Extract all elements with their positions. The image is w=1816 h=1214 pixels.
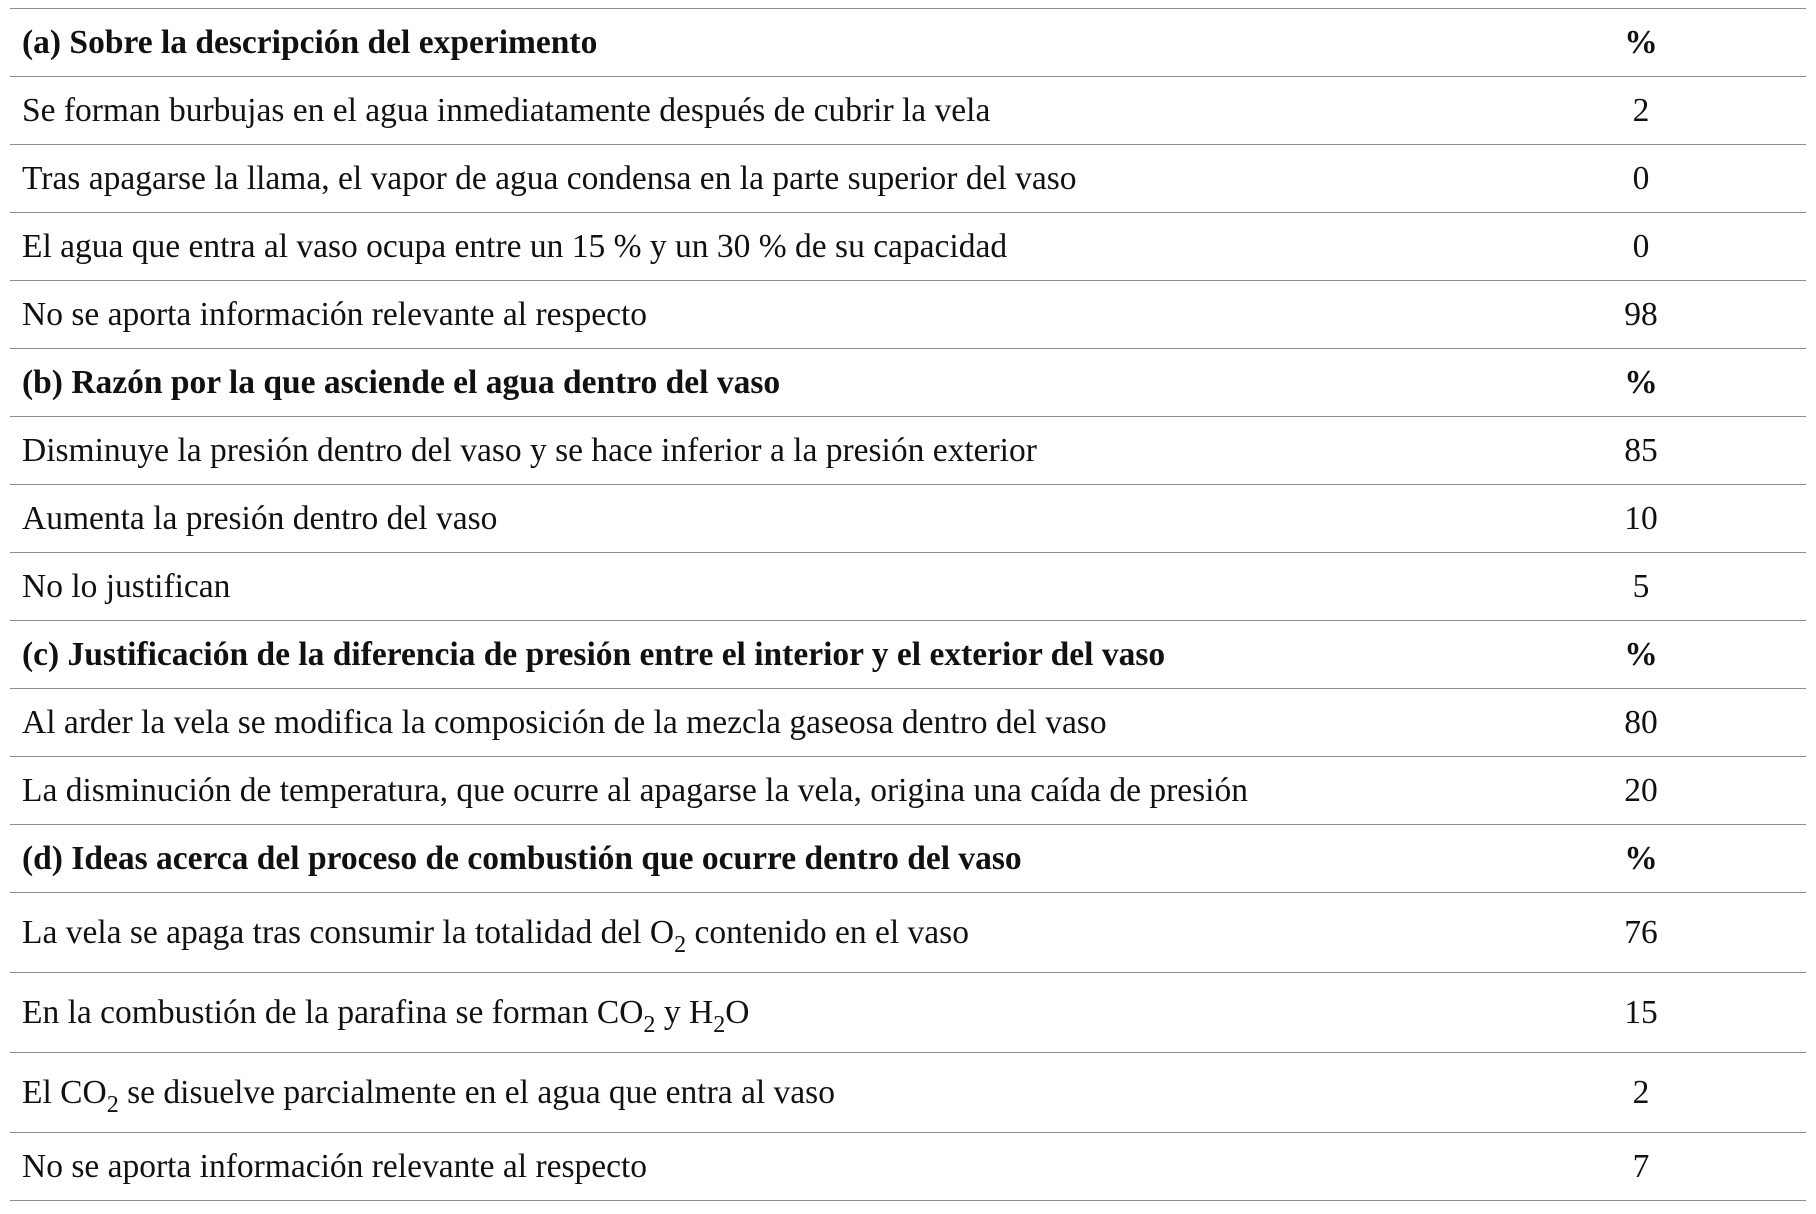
table-row [10, 485, 1806, 553]
results-table-body [10, 9, 1806, 1201]
description-text: En la combustión de la parafina se forman CO [22, 993, 644, 1031]
table-row [10, 281, 1806, 349]
description-text: se disuelve parcialmente en el agua que entra al vaso [118, 1073, 835, 1111]
percent-value: 5 [1596, 553, 1806, 621]
percent-value: 76 [1596, 893, 1806, 973]
percent-value: 0 [1596, 145, 1806, 213]
percent-column-header: % [1596, 825, 1806, 893]
percent-value: 98 [1596, 281, 1806, 349]
row-description [10, 77, 1596, 145]
percent-column-header: % [1596, 621, 1806, 689]
row-description [10, 281, 1596, 349]
table-row [10, 417, 1806, 485]
table-row [10, 553, 1806, 621]
description-text: No se aporta información relevante al respecto [22, 1147, 648, 1185]
description-text: Disminuye la presión dentro del vaso y se hace inferior a la presión exterior [22, 431, 1037, 469]
description-text: El CO [22, 1073, 107, 1111]
row-description [10, 973, 1596, 1053]
table-row [10, 77, 1806, 145]
percent-value: 0 [1596, 213, 1806, 281]
description-text: La disminución de temperatura, que ocurre al apagarse la vela, origina una caída de presión [22, 771, 1248, 809]
table-row [10, 1053, 1806, 1133]
description-text: La vela se apaga tras consumir la totalidad del O [22, 913, 675, 951]
row-description [10, 145, 1596, 213]
section-title: (c) Justificación de la diferencia de presión entre el interior y el exterior del vaso [10, 621, 1596, 689]
table-row [10, 973, 1806, 1053]
table-row [10, 757, 1806, 825]
table-row [10, 893, 1806, 973]
table-row [10, 145, 1806, 213]
section-title: (d) Ideas acerca del proceso de combustión que ocurre dentro del vaso [10, 825, 1596, 893]
subscript: 2 [713, 1011, 726, 1038]
table-row [10, 689, 1806, 757]
section-title: (b) Razón por la que asciende el agua dentro del vaso [10, 349, 1596, 417]
percent-value: 20 [1596, 757, 1806, 825]
section-header-row [10, 825, 1806, 893]
percent-value: 2 [1596, 77, 1806, 145]
percent-value: 15 [1596, 973, 1806, 1053]
percent-value: 10 [1596, 485, 1806, 553]
percent-value: 7 [1596, 1133, 1806, 1201]
description-text: O [725, 993, 750, 1031]
description-text: No se aporta información relevante al respecto [22, 295, 648, 333]
description-text: Se forman burbujas en el agua inmediatamente después de cubrir la vela [22, 91, 991, 129]
percent-value: 85 [1596, 417, 1806, 485]
subscript: 2 [106, 1091, 119, 1118]
description-text: El agua que entra al vaso ocupa entre un 15 % y un 30 % de su capacidad [22, 227, 1008, 265]
row-description [10, 417, 1596, 485]
description-text: contenido en el vaso [686, 913, 969, 951]
subscript: 2 [643, 1011, 656, 1038]
section-header-row [10, 349, 1806, 417]
row-description [10, 553, 1596, 621]
percent-value: 80 [1596, 689, 1806, 757]
percent-value: 2 [1596, 1053, 1806, 1133]
section-header-row [10, 621, 1806, 689]
table-row [10, 213, 1806, 281]
row-description [10, 485, 1596, 553]
section-header-row [10, 9, 1806, 77]
row-description [10, 213, 1596, 281]
percent-column-header: % [1596, 349, 1806, 417]
results-table [10, 8, 1806, 1201]
percent-column-header: % [1596, 9, 1806, 77]
table-row [10, 1133, 1806, 1201]
subscript: 2 [674, 931, 687, 958]
row-description [10, 757, 1596, 825]
description-text: Al arder la vela se modifica la composición de la mezcla gaseosa dentro del vaso [22, 703, 1107, 741]
description-text: y H [655, 993, 714, 1031]
row-description [10, 689, 1596, 757]
section-title: (a) Sobre la descripción del experimento [10, 9, 1596, 77]
row-description [10, 1133, 1596, 1201]
description-text: No lo justifican [22, 567, 231, 605]
description-text: Tras apagarse la llama, el vapor de agua condensa en la parte superior del vaso [22, 159, 1077, 197]
description-text: Aumenta la presión dentro del vaso [22, 499, 498, 537]
row-description [10, 893, 1596, 973]
row-description [10, 1053, 1596, 1133]
